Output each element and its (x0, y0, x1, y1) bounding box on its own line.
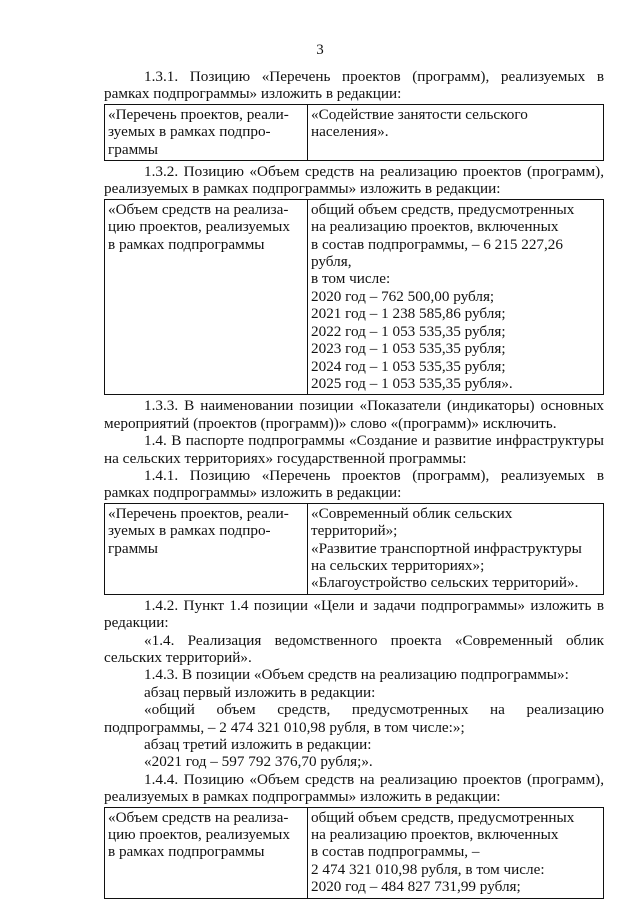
table-cell-value (308, 807, 604, 898)
cell-line: на реализацию проектов, включенных (311, 826, 559, 844)
table-cell-label (105, 104, 308, 160)
table-projects-list-1 (104, 104, 604, 161)
paragraph-1-4-2: 1.4.2. Пункт 1.4 позиции «Цели и задачи подпрограммы» изложить в редакции: (104, 596, 604, 632)
table-cell-label (105, 199, 308, 394)
table-funding-2 (104, 807, 604, 899)
cell-line: «Объем средств на реализа- (108, 808, 289, 826)
table-funding-1 (104, 199, 604, 395)
cell-line: в состав подпрограммы, – (311, 843, 480, 861)
cell-line: общий объем средств, предусмотренных (311, 808, 575, 826)
paragraph-abzac-3: абзац третий изложить в редакции: (144, 736, 372, 754)
cell-line: «Благоустройство сельских территорий». (311, 574, 579, 592)
paragraph-abzac-1: абзац первый изложить в редакции: (144, 683, 376, 701)
cell-line: 2020 год – 484 827 731,99 рубля; (311, 878, 521, 896)
cell-line: на сельских территориях»; (311, 556, 485, 574)
document-body (104, 68, 604, 901)
table-cell-label (105, 503, 308, 594)
cell-line: в состав подпрограммы, – 6 215 227,26 рубля, (311, 235, 563, 271)
cell-line: зуемых в рамках подпро- (108, 123, 271, 141)
paragraph-1-4-4: 1.4.4. Позицию «Объем средств на реализацию проектов (программ), реализуемых в рамках подпрограммы» изложить в редакции: (104, 770, 604, 806)
cell-line: 2 474 321 010,98 рубля, в том числе: (311, 860, 545, 878)
cell-line: «Развитие транспортной инфраструктуры (311, 539, 582, 557)
cell-line: общий объем средств, предусмотренных (311, 200, 575, 218)
cell-line: 2020 год – 762 500,00 рубля; (311, 287, 495, 305)
cell-line: 2025 год – 1 053 535,35 рубля». (311, 374, 513, 392)
cell-line: 2021 год – 1 238 585,86 рубля; (311, 305, 506, 323)
cell-line: «Объем средств на реализа- (108, 200, 289, 218)
cell-line: «Современный облик сельских территорий»; (311, 504, 513, 540)
cell-line: 2023 год – 1 053 535,35 рубля; (311, 340, 506, 358)
cell-line: граммы (108, 140, 158, 158)
paragraph-quote-1-4: «1.4. Реализация ведомственного проекта «Современный облик сельских территорий». (104, 631, 604, 666)
paragraph-1-3-1: 1.3.1. Позицию «Перечень проектов (программ), реализуемых в рамках подпрограммы» изложить в редакции: (104, 68, 604, 103)
paragraph-quote-2021: «2021 год – 597 792 376,70 рубля;». (144, 753, 373, 771)
paragraph-1-4-1: 1.4.1. Позицию «Перечень проектов (программ), реализуемых в рамках подпрограммы» изложить в редакции: (104, 466, 604, 502)
paragraph-1-4-3: 1.4.3. В позиции «Объем средств на реализацию подпрограммы»: (144, 666, 569, 684)
cell-line: «Перечень проектов, реали- (108, 105, 289, 123)
cell-line: цию проектов, реализуемых (108, 218, 290, 236)
table-cell-value (308, 104, 604, 160)
cell-line: 2022 год – 1 053 535,35 рубля; (311, 322, 506, 340)
cell-line: 2024 год – 1 053 535,35 рубля; (311, 357, 506, 375)
cell-line: «Перечень проектов, реали- (108, 504, 289, 522)
paragraph-1-4: 1.4. В паспорте подпрограммы «Создание и развитие инфраструктуры на сельских территориях» государственной программы: (104, 432, 604, 467)
cell-line: цию проектов, реализуемых (108, 826, 290, 844)
paragraph-1-3-3: 1.3.3. В наименовании позиции «Показатели (индикаторы) основных мероприятий (проектов (программ))» слово «(программ)» исключить. (104, 397, 604, 432)
cell-line: «Содействие занятости сельского населения». (311, 105, 528, 141)
cell-line: зуемых в рамках подпро- (108, 522, 271, 540)
cell-line: в том числе: (311, 270, 391, 288)
paragraph-1-3-2: 1.3.2. Позицию «Объем средств на реализацию проектов (программ), реализуемых в рамках подпрограммы» изложить в редакции: (104, 163, 604, 198)
table-projects-list-2 (104, 503, 604, 595)
table-cell-label (105, 807, 308, 898)
page-number: 3 (316, 42, 324, 58)
paragraph-quote-total: «общий объем средств, предусмотренных на реализацию подпрограммы, – 2 474 321 010,98 рубля, в том числе:»; (104, 701, 604, 736)
cell-line: на реализацию проектов, включенных (311, 218, 559, 236)
cell-line: граммы (108, 539, 158, 557)
cell-line: в рамках подпрограммы (108, 235, 265, 253)
cell-line: в рамках подпрограммы (108, 843, 265, 861)
table-cell-value (308, 199, 604, 394)
table-cell-value (308, 503, 604, 594)
